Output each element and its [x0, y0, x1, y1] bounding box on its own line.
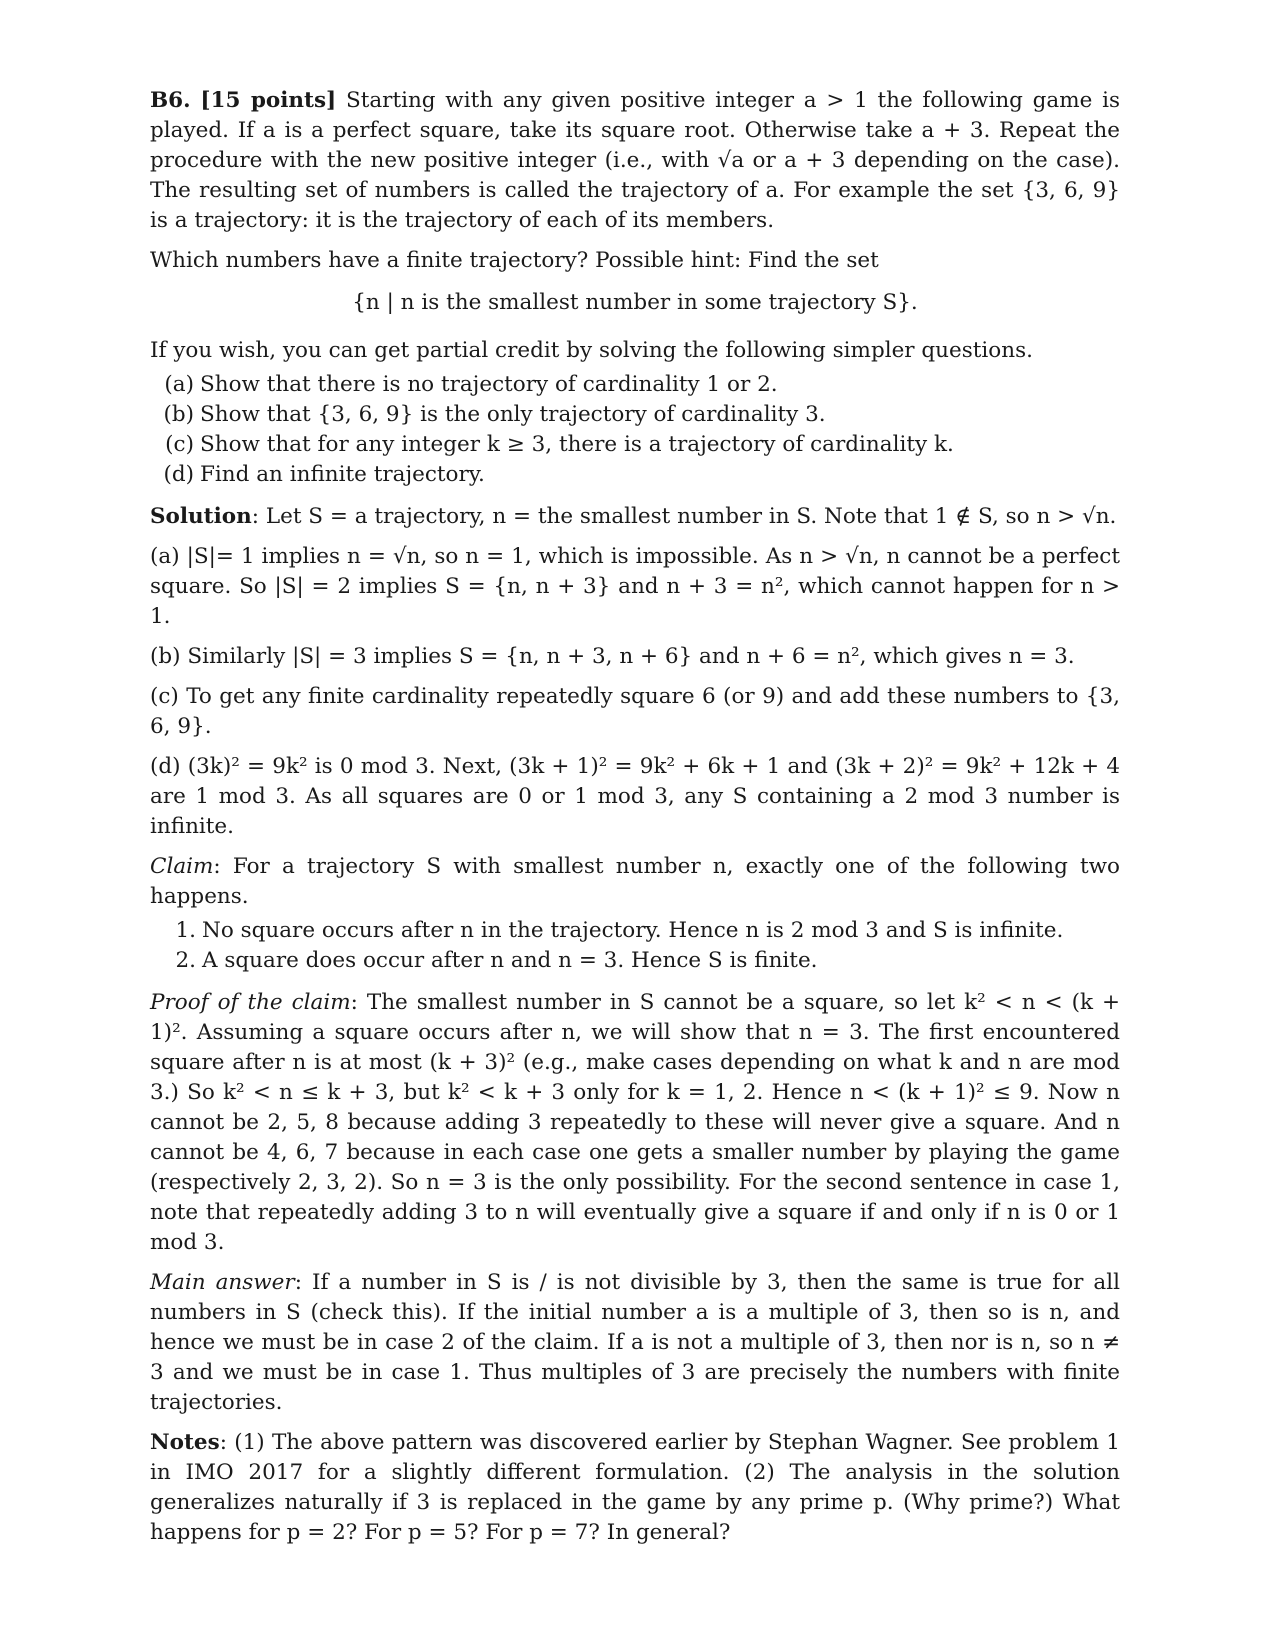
- solution-part-b: (b) Similarly |S| = 3 implies S = {n, n + 3, n + 6} and n + 6 = n², which gives n = 3.: [150, 644, 1075, 669]
- partial-credit-intro: If you wish, you can get partial credit by solving the following simpler questions.: [150, 338, 1033, 363]
- solution-heading: Solution: [150, 504, 252, 529]
- proof-label: Proof of the claim: [150, 990, 351, 1015]
- part-label: (b): [163, 402, 194, 427]
- claim-text: : For a trajectory S with smallest number n, exactly one of the following two happens.: [150, 854, 1120, 909]
- part-text: Show that there is no trajectory of cardinality 1 or 2.: [200, 372, 778, 397]
- problem-label: B6.: [150, 88, 191, 113]
- part-text: Show that {3, 6, 9} is the only trajectory of cardinality 3.: [200, 402, 826, 427]
- claim-list: [150, 916, 1120, 976]
- part-text: Find an infinite trajectory.: [200, 462, 485, 487]
- part-item-b: [150, 400, 1120, 430]
- problem-intro: Starting with any given positive integer a > 1 the following game is played. If a is a perfect square, take its square root. Otherwise take a + 3. Repeat the procedure with the new positive integer (i.e., with √a or a + 3 depending on the case). The resulting set of numbers is called the trajectory of a. For example the set {3, 6, 9} is a trajectory: it is the trajectory of each of its members.: [150, 88, 1120, 233]
- solution-first: : Let S = a trajectory, n = the smallest number in S. Note that 1 ∉ S, so n > √n.: [251, 504, 1117, 529]
- parts-list: [150, 370, 1120, 490]
- notes-label: Notes: [150, 1430, 220, 1455]
- notes-text: : (1) The above pattern was discovered earlier by Stephan Wagner. See problem 1 in IMO 2017 for a slightly different formulation. (2) The analysis in the solution generalizes naturally if 3 is replaced in the game by any prime p. (Why prime?) What happens for p = 2? For p = 5? For p = 7? In general?: [150, 1430, 1120, 1545]
- main-answer-label: Main answer: [150, 1270, 295, 1295]
- solution-intro: [150, 502, 1120, 532]
- solution-part-d: (d) (3k)² = 9k² is 0 mod 3. Next, (3k + 1)² = 9k² + 6k + 1 and (3k + 2)² = 9k² + 12k + 4 are 1 mod 3. As all squares are 0 or 1 mod 3, any S containing a 2 mod 3 number is infinite.: [150, 754, 1120, 839]
- notes: [150, 1428, 1120, 1548]
- claim-item-label: 2.: [175, 948, 196, 973]
- claim-item-label: 1.: [175, 918, 196, 943]
- main-answer: [150, 1268, 1120, 1418]
- proof-text: : The smallest number in S cannot be a square, so let k² < n < (k + 1)². Assuming a square occurs after n, we will show that n = 3. The first encountered square after n is at most (k + 3)² (e.g., make cases depending on what k and n are mod 3.) So k² < n ≤ k + 3, but k² < k + 3 only for k = 1, 2. Hence n < (k + 1)² ≤ 9. Now n cannot be 2, 5, 8 because adding 3 repeatedly to these will never give a square. And n cannot be 4, 6, 7 because in each case one gets a smaller number by playing the game (respectively 2, 3, 2). So n = 3 is the only possibility. For the second sentence in case 1, note that repeatedly adding 3 to n will eventually give a square if and only if n is 0 or 1 mod 3.: [150, 990, 1120, 1255]
- part-text: Show that for any integer k ≥ 3, there is a trajectory of cardinality k.: [200, 432, 954, 457]
- claim-item-text: No square occurs after n in the trajectory. Hence n is 2 mod 3 and S is infinite.: [202, 918, 1064, 943]
- proof: [150, 988, 1120, 1258]
- part-label: (c): [165, 432, 194, 457]
- problem-points: [15 points]: [200, 88, 337, 113]
- main-answer-text: : If a number in S is / is not divisible by 3, then the same is true for all numbers in S (check this). If the initial number a is a multiple of 3, then so is n, and hence we must be in case 2 of the claim. If a is not a multiple of 3, then nor is n, so n ≠ 3 and we must be in case 1. Thus multiples of 3 are precisely the numbers with finite trajectories.: [150, 1270, 1121, 1415]
- part-item-c: [150, 430, 1120, 460]
- claim: [150, 852, 1120, 912]
- problem-statement: [150, 86, 1120, 236]
- problem-question: Which numbers have a finite trajectory? Possible hint: Find the set: [150, 248, 879, 273]
- claim-item-2: [150, 946, 1120, 976]
- claim-label: Claim: [150, 854, 214, 879]
- part-item-d: [150, 460, 1120, 490]
- part-item-a: [150, 370, 1120, 400]
- solution-part-c: (c) To get any finite cardinality repeatedly square 6 (or 9) and add these numbers to {3, 6, 9}.: [150, 684, 1120, 739]
- claim-item-text: A square does occur after n and n = 3. Hence S is finite.: [202, 948, 818, 973]
- claim-item-1: [150, 916, 1120, 946]
- part-label: (d): [163, 462, 194, 487]
- solution-part-a: (a) |S|= 1 implies n = √n, so n = 1, which is impossible. As n > √n, n cannot be a perfect square. So |S| = 2 implies S = {n, n + 3} and n + 3 = n², which cannot happen for n > 1.: [150, 544, 1120, 629]
- document-page: [150, 86, 1120, 1558]
- set-display: {n | n is the smallest number in some trajectory S}.: [352, 290, 918, 315]
- part-label: (a): [164, 372, 194, 397]
